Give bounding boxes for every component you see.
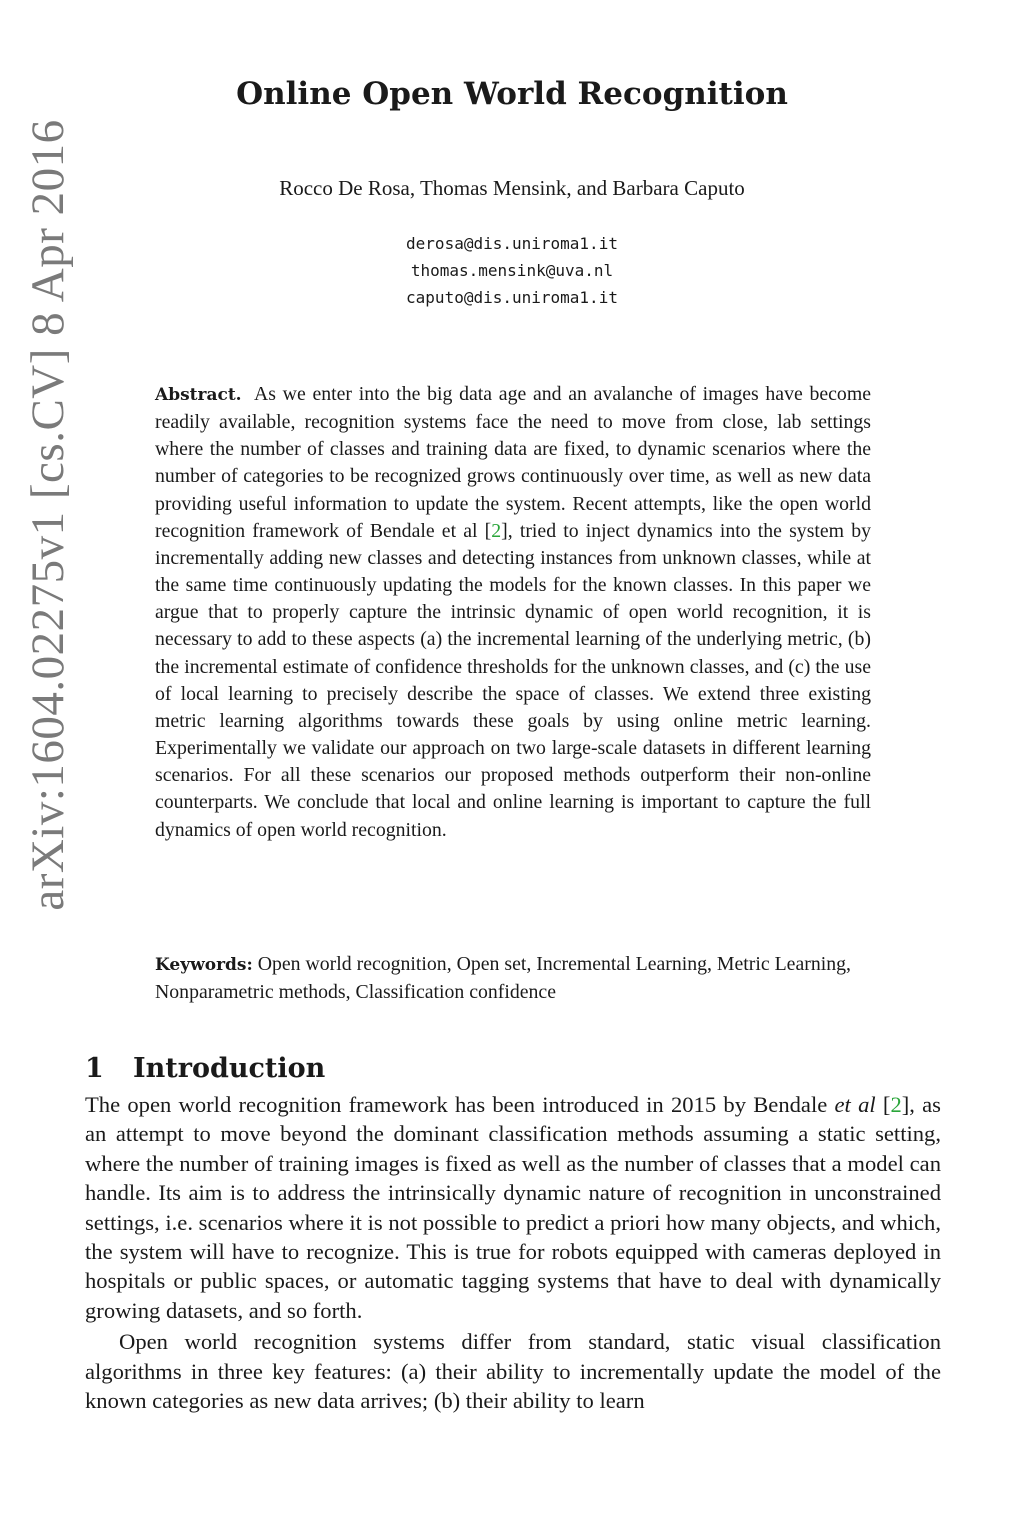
- section-heading-introduction: [85, 1053, 945, 1084]
- email-derosa[interactable]: derosa@dis.uniroma1.it: [406, 234, 618, 253]
- paper-title: Online Open World Recognition: [236, 76, 788, 112]
- keywords-label: Keywords:: [155, 955, 253, 975]
- email-mensink[interactable]: thomas.mensink@uva.nl: [410, 261, 614, 280]
- abstract-text-part-2: ], tried to inject dynamics into the system by incrementally adding new classes and detecting instances from unknown classes, while at the same time continuously updating the models for the known classes. In this paper we argue that to properly capture the intrinsic dynamic of open world recognition, it is necessary to add to these aspects (a) the incremental learning of the underlying metric, (b) the incremental estimate of confidence thresholds for the unknown classes, and (c) the use of local learning to precisely describe the space of classes. We extend three existing metric learning algorithms towards these goals by using online metric learning. Experimentally we validate our approach on two large-scale datasets in different learning scenarios. For all these scenarios our proposed methods outperform their non-online counterparts. We conclude that local and online learning is important to capture the full dynamics of open world recognition.: [155, 519, 871, 841]
- arxiv-identifier-stamp: arXiv:1604.02275v1 [cs.CV] 8 Apr 2016: [22, 119, 74, 911]
- author-emails: [0, 230, 1024, 311]
- citation-link-2[interactable]: 2: [491, 519, 502, 542]
- section-number: 1: [85, 1053, 104, 1084]
- author-list: Rocco De Rosa, Thomas Mensink, and Barbara Caputo: [279, 176, 745, 200]
- paragraph-1-bracket: [: [875, 1092, 891, 1117]
- citation-link-2-intro[interactable]: 2: [890, 1092, 902, 1117]
- introduction-body: [85, 1090, 941, 1415]
- abstract: [155, 381, 871, 844]
- abstract-label: Abstract.: [155, 385, 242, 405]
- paragraph-2: Open world recognition systems differ from standard, static visual classification algorithms in three key features: (a) their ability to incrementally update the model of the known categories as new data arrives; (b) their ability to learn: [85, 1329, 941, 1414]
- paragraph-1: [85, 1090, 941, 1325]
- section-title: Introduction: [133, 1053, 326, 1084]
- abstract-text-part-1: As we enter into the big data age and an avalanche of images have become readily available, recognition systems face the need to move from close, lab settings where the number of classes and training data are fixed, to dynamic scenarios where the number of categories to be recognized grows continuously over time, as well as new data providing useful information to update the system. Recent attempts, like the open world recognition framework of Bendale et al [: [155, 383, 871, 542]
- paragraph-1-text-b: ], as an attempt to move beyond the dominant classification methods assuming a static setting, where the number of training images is fixed as well as the number of classes that a model can handle. Its aim is to address the intrinsically dynamic nature of recognition in unconstrained settings, i.e. scenarios where it is not possible to predict a priori how many objects, and which, the system will have to recognize. This is true for robots equipped with cameras deployed in hospitals or public spaces, or automatic tagging systems that have to deal with dynamically growing datasets, and so forth.: [85, 1092, 941, 1323]
- paragraph-1-text-a: The open world recognition framework has been introduced in 2015 by Bendale: [85, 1092, 835, 1117]
- email-caputo[interactable]: caputo@dis.uniroma1.it: [406, 288, 618, 307]
- keywords-text: Open world recognition, Open set, Incremental Learning, Metric Learning, Nonparametric methods, Classification confidence: [155, 953, 851, 1003]
- keywords: [155, 951, 871, 1006]
- et-al-italic: et al: [834, 1092, 876, 1117]
